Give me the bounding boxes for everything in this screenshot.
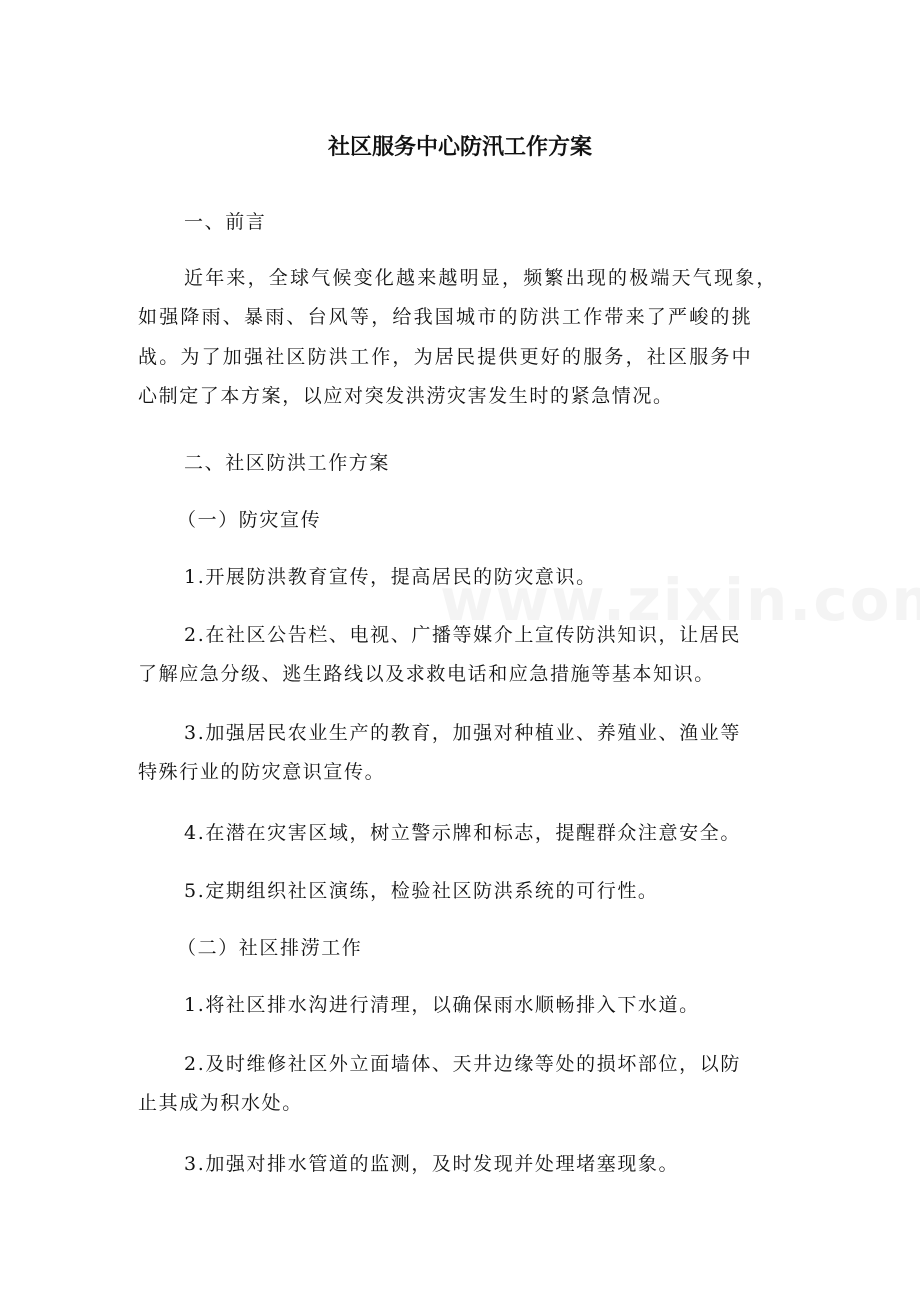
- list-item: 1.开展防洪教育宣传，提高居民的防灾意识。: [184, 566, 597, 588]
- list-item: 1.将社区排水沟进行清理，以确保雨水顺畅排入下水道。: [184, 994, 700, 1016]
- paragraph-line: 近年来，全球气候变化越来越明显，频繁出现的极端天气现象，: [184, 267, 778, 289]
- list-item: 2.在社区公告栏、电视、广播等媒介上宣传防洪知识，让居民: [184, 624, 741, 646]
- list-item: 4.在潜在灾害区域，树立警示牌和标志，提醒群众注意安全。: [184, 822, 741, 844]
- section-heading-plan: 二、社区防洪工作方案: [184, 452, 391, 474]
- list-item: 5.定期组织社区演练，检验社区防洪系统的可行性。: [184, 880, 659, 902]
- list-item-continuation: 止其成为积水处。: [138, 1092, 303, 1114]
- paragraph-line: 战。为了加强社区防洪工作，为居民提供更好的服务，社区服务中: [138, 346, 753, 368]
- list-item-continuation: 特殊行业的防灾意识宣传。: [138, 761, 386, 783]
- list-item: 3.加强对排水管道的监测，及时发现并处理堵塞现象。: [184, 1153, 680, 1175]
- paragraph-line: 如强降雨、暴雨、台风等，给我国城市的防洪工作带来了严峻的挑: [138, 306, 753, 328]
- list-item: 2.及时维修社区外立面墙体、天井边缘等处的损坏部位，以防: [184, 1053, 741, 1075]
- subsection-heading-drainage: （二）社区排涝工作: [177, 937, 363, 959]
- subsection-heading-publicity: （一）防灾宣传: [177, 509, 322, 531]
- paragraph-line: 心制定了本方案，以应对突发洪涝灾害发生时的紧急情况。: [138, 385, 674, 407]
- list-item-continuation: 了解应急分级、逃生路线以及求救电话和应急措施等基本知识。: [138, 663, 715, 685]
- document-title: 社区服务中心防汛工作方案: [327, 135, 592, 160]
- section-heading-preface: 一、前言: [184, 211, 267, 233]
- list-item: 3.加强居民农业生产的教育，加强对种植业、养殖业、渔业等: [184, 722, 741, 744]
